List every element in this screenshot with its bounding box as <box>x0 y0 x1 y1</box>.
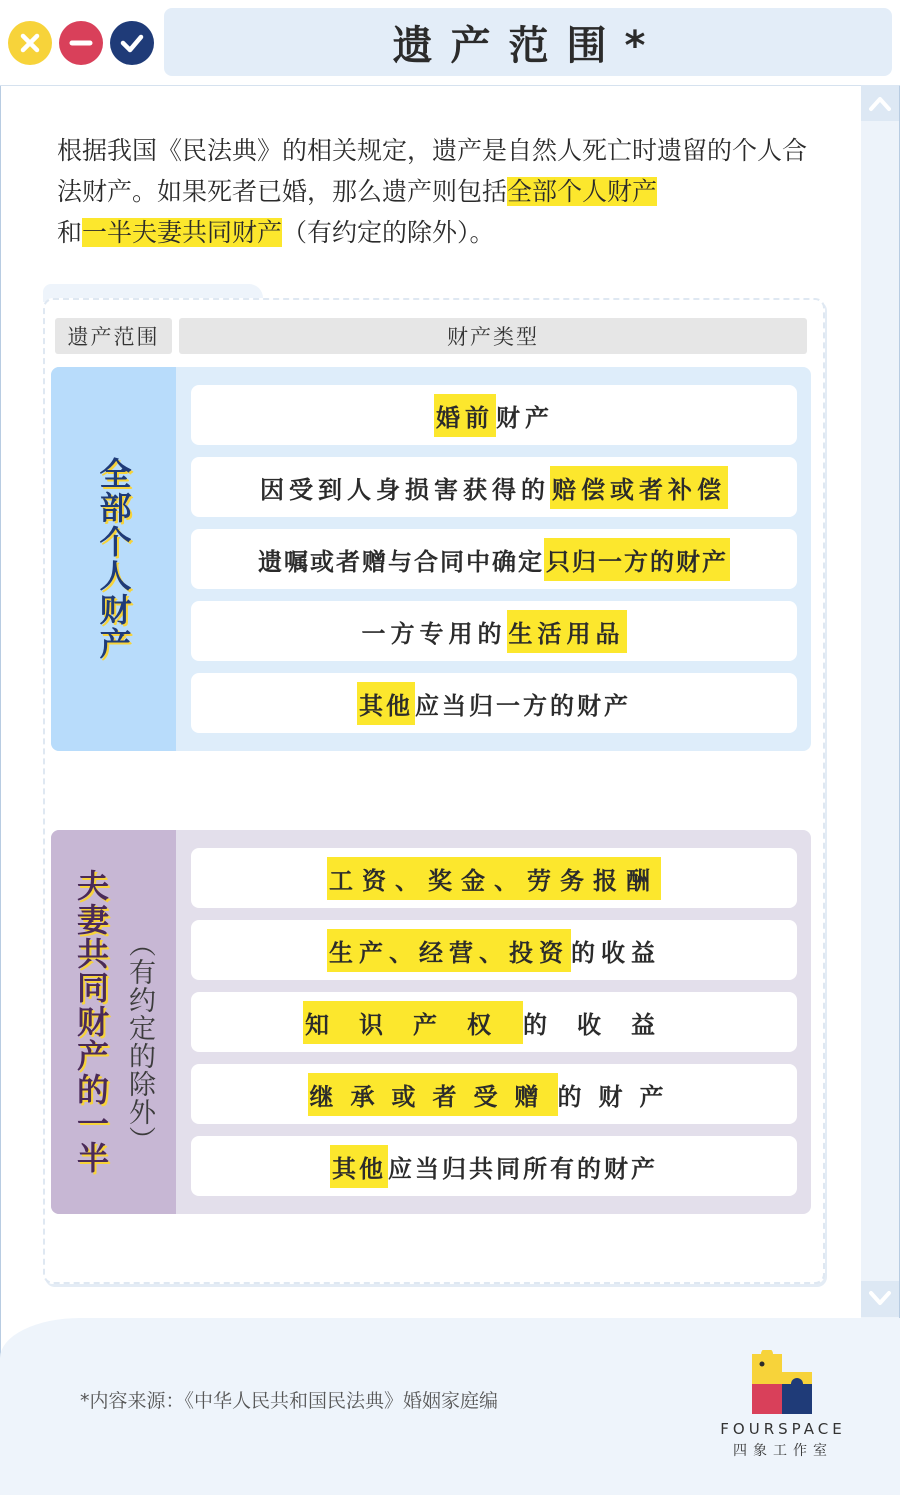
brand-name-cn: 四象工作室 <box>733 1443 833 1459</box>
group-b-label: 夫妻共同财产的一半 <box>72 869 110 1175</box>
row-text: 的财产 <box>557 1082 681 1111</box>
row-highlight: 只归一方的财产 <box>544 538 730 581</box>
minimize-button[interactable] <box>59 21 103 65</box>
list-item <box>191 601 797 661</box>
list-item <box>191 529 797 589</box>
page-title: 遗产范围* <box>392 22 664 69</box>
intro-paragraph <box>57 130 817 253</box>
row-highlight: 其他 <box>357 682 415 725</box>
check-icon <box>119 30 145 56</box>
list-item <box>191 920 797 980</box>
scrollbar[interactable] <box>861 85 899 1319</box>
group-personal-property <box>51 367 811 751</box>
row-highlight: 继承或者受赠 <box>308 1073 558 1116</box>
close-icon <box>18 31 42 55</box>
row-highlight: 生产、经营、投资 <box>327 929 571 972</box>
row-text: 财产 <box>496 403 554 432</box>
brand-name: FOURSPACE <box>720 1420 846 1438</box>
group-b-note: （有约定的除外） <box>124 930 155 1154</box>
row-highlight: 其他 <box>330 1145 388 1188</box>
list-item <box>191 848 797 908</box>
group-a-label-cell <box>51 367 176 751</box>
scroll-up-button[interactable] <box>861 85 899 121</box>
row-text: 的收益 <box>571 938 661 967</box>
row-highlight: 知识产权 <box>303 1001 523 1044</box>
row-text: 一方专用的 <box>361 619 507 648</box>
row-highlight: 赔偿或者补偿 <box>550 466 728 509</box>
list-item <box>191 992 797 1052</box>
group-a-label: 全部个人财产 <box>94 457 133 661</box>
list-item <box>191 1136 797 1196</box>
row-highlight: 工资、奖金、劳务报酬 <box>327 857 661 900</box>
minus-icon <box>68 30 94 56</box>
close-button[interactable] <box>8 21 52 65</box>
chevron-up-icon <box>868 93 892 113</box>
header-scope: 遗产范围 <box>55 318 172 354</box>
confirm-button[interactable] <box>110 21 154 65</box>
intro-highlight-personal: 全部个人财产 <box>507 177 658 206</box>
header-type: 财产类型 <box>179 318 807 354</box>
row-highlight: 婚前 <box>434 394 496 437</box>
intro-highlight-joint: 一半夫妻共同财产 <box>82 218 283 247</box>
list-item <box>191 385 797 445</box>
title-bar <box>0 0 900 86</box>
group-b-label-cell <box>51 830 176 1214</box>
row-highlight: 生活用品 <box>507 610 627 653</box>
row-text: 的收益 <box>523 1010 685 1039</box>
list-item <box>191 1064 797 1124</box>
intro-text-1: 根据我国《民法典》的相关规定，遗产是自然人死亡时遗留的个人合法财产。如果死者已婚，那么遗产则包括 <box>57 136 808 206</box>
group-joint-property <box>51 830 811 1214</box>
intro-text-2: 和 <box>57 218 83 247</box>
list-item <box>191 673 797 733</box>
row-text: 遗嘱或者赠与合同中确定 <box>258 547 544 576</box>
title-box <box>164 8 892 76</box>
puzzle-logo-icon <box>748 1350 816 1418</box>
row-text: 应当归一方的财产 <box>415 691 631 720</box>
row-text: 应当归共同所有的财产 <box>388 1154 658 1183</box>
brand-logo <box>748 1350 816 1418</box>
scroll-down-button[interactable] <box>861 1281 899 1317</box>
source-note: *内容来源：《中华人民共和国民法典》婚姻家庭编 <box>80 1390 499 1412</box>
list-item <box>191 457 797 517</box>
row-text: 因受到人身损害获得的 <box>260 475 550 504</box>
intro-text-3: （有约定的除外）。 <box>282 218 495 247</box>
chevron-down-icon <box>868 1289 892 1309</box>
